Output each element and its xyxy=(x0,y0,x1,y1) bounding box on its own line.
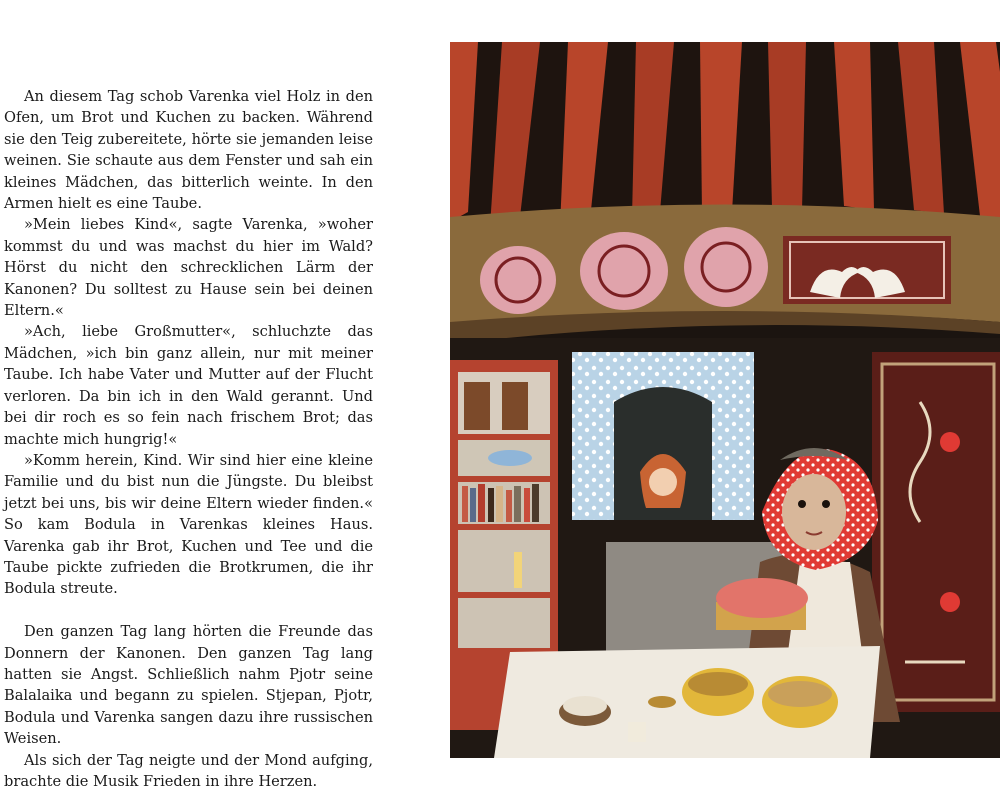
paragraph-3: »Ach, liebe Großmutter«, schluchzte das Mädchen, »ich bin ganz allein, nur mit meiner Taube. Ich habe Vater und Mutter auf der Flucht verloren. Da bin ich in den Wald gerannt. Und bei dir roch es so fein nach frischem Brot; das machte mich hungrig!« xyxy=(4,323,373,448)
paragraph-2: »Mein liebes Kind«, sagte Varenka, »woher kommst du und was machst du hier im Wald? Hörst du nicht den schrecklichen Lärm der Kanonen? Du solltest zu Hause sein bei deinen Eltern.« xyxy=(4,216,373,320)
story-illustration xyxy=(450,42,1000,758)
window xyxy=(572,352,754,520)
plate-shelf xyxy=(450,205,1000,345)
table xyxy=(494,646,880,758)
story-text xyxy=(4,86,373,792)
bread-basket xyxy=(716,578,808,630)
painted-cabinet xyxy=(872,352,1000,712)
paragraph-1: An diesem Tag schob Varenka viel Holz in den Ofen, um Brot und Kuchen zu backen. Während sie den Teig zubereitete, hörte sie jemanden leise weinen. Sie schaute aus dem Fenster und sah ein kleines Mädchen, das bitterlich weinte. In den Armen hielt es eine Taube. xyxy=(4,88,373,213)
paragraph-5: Den ganzen Tag lang hörten die Freunde das Donnern der Kanonen. Den ganzen Tag lang hatten sie Angst. Schließlich nahm Pjotr seine Balalaika und begann zu spielen. Stjepan, Pjotr, Bodula und Varenka sangen dazu ihre russischen Weisen. xyxy=(4,623,373,748)
illustration-painting xyxy=(450,42,1000,758)
paragraph-6: Als sich der Tag neigte und der Mond aufging, brachte die Musik Frieden in ihre Herzen. xyxy=(4,751,373,790)
paragraph-4: »Komm herein, Kind. Wir sind hier eine kleine Familie und du bist nun die Jüngste. Du bleibst jetzt bei uns, bis wir deine Eltern wieder finden.« So kam Bodula in Varenkas kleines Haus. Varenka gab ihr Brot, Kuchen und Tee und die Taube pickte zufrieden die Brotkrumen, die ihr Bodula streute. xyxy=(4,451,373,598)
